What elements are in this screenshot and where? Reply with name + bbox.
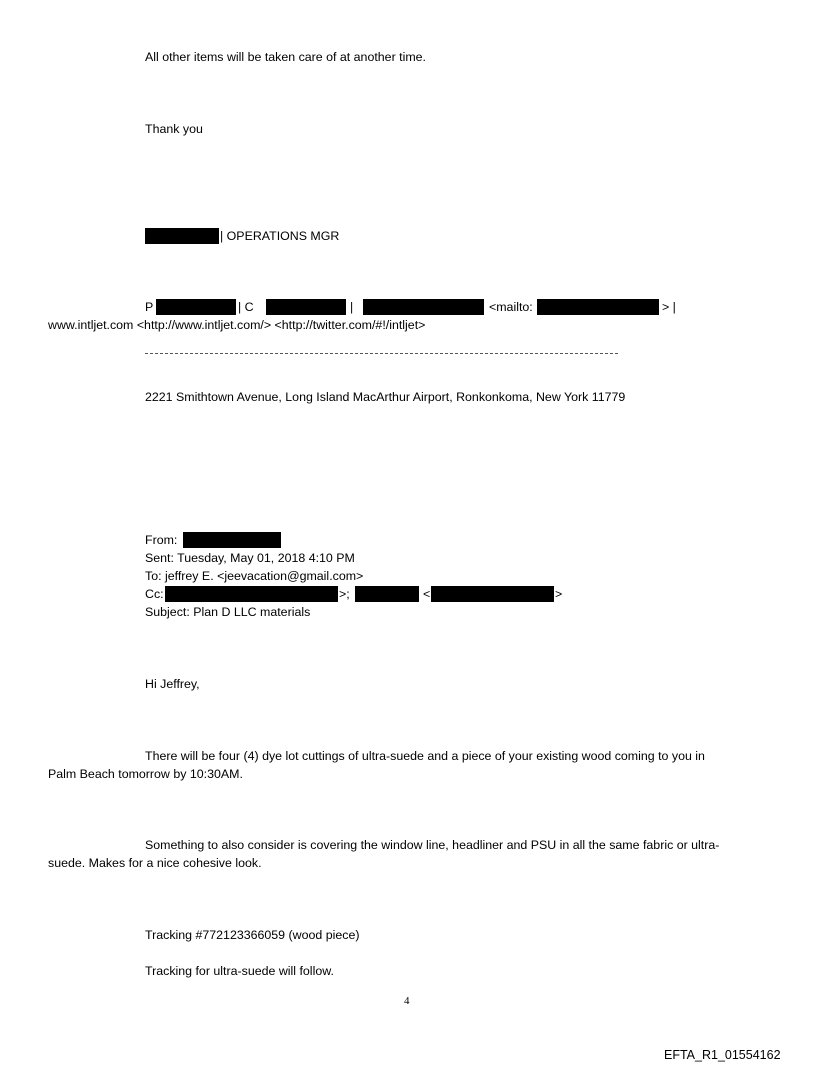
cc-end: >: [555, 587, 563, 601]
cc-label: Cc:: [145, 587, 164, 601]
page-number: 4: [404, 995, 410, 1007]
cc-separator: >;: [339, 587, 350, 601]
redaction-box: [431, 586, 554, 602]
subject-line: Subject: Plan D LLC materials: [145, 605, 311, 619]
tracking-line-2: Tracking for ultra-suede will follow.: [145, 964, 334, 978]
tracking-line-1: Tracking #772123366059 (wood piece): [145, 928, 360, 942]
redaction-box: [355, 586, 419, 602]
signature-divider: [145, 353, 618, 354]
mailto-suffix: > |: [662, 300, 676, 314]
web-links: www.intljet.com <http://www.intljet.com/> <http://twitter.com/#!/intljet>: [48, 318, 426, 332]
redaction-box: [537, 299, 659, 315]
paragraph-1-line-1: There will be four (4) dye lot cuttings of ultra-suede and a piece of your existing wood coming to you in: [145, 749, 705, 763]
address-line: 2221 Smithtown Avenue, Long Island MacArthur Airport, Ronkonkoma, New York 11779: [145, 390, 626, 404]
redaction-box: [145, 228, 219, 244]
sent-line: Sent: Tuesday, May 01, 2018 4:10 PM: [145, 551, 355, 565]
phone-prefix: P: [145, 300, 154, 314]
from-label: From:: [145, 533, 178, 547]
cell-prefix: | C: [238, 300, 254, 314]
paragraph-2-line-1: Something to also consider is covering the window line, headliner and PSU in all the same fabric or ultra-: [145, 838, 720, 852]
redaction-box: [183, 532, 281, 548]
closing-line: All other items will be taken care of at another time.: [145, 50, 426, 64]
paragraph-1-line-2: Palm Beach tomorrow by 10:30AM.: [48, 767, 243, 781]
redaction-box: [266, 299, 346, 315]
to-line: To: jeffrey E. <jeevacation@gmail.com>: [145, 569, 364, 583]
redaction-box: [165, 586, 338, 602]
redaction-box: [363, 299, 484, 315]
thank-you-line: Thank you: [145, 122, 203, 136]
greeting: Hi Jeffrey,: [145, 677, 200, 691]
pipe-separator: |: [350, 300, 354, 314]
mailto-prefix: <mailto:: [489, 300, 533, 314]
ops-title: | OPERATIONS MGR: [220, 229, 340, 243]
redaction-box: [156, 299, 236, 315]
paragraph-2-line-2: suede. Makes for a nice cohesive look.: [48, 856, 262, 870]
cc-separator: <: [423, 587, 431, 601]
document-id: EFTA_R1_01554162: [664, 1048, 781, 1062]
